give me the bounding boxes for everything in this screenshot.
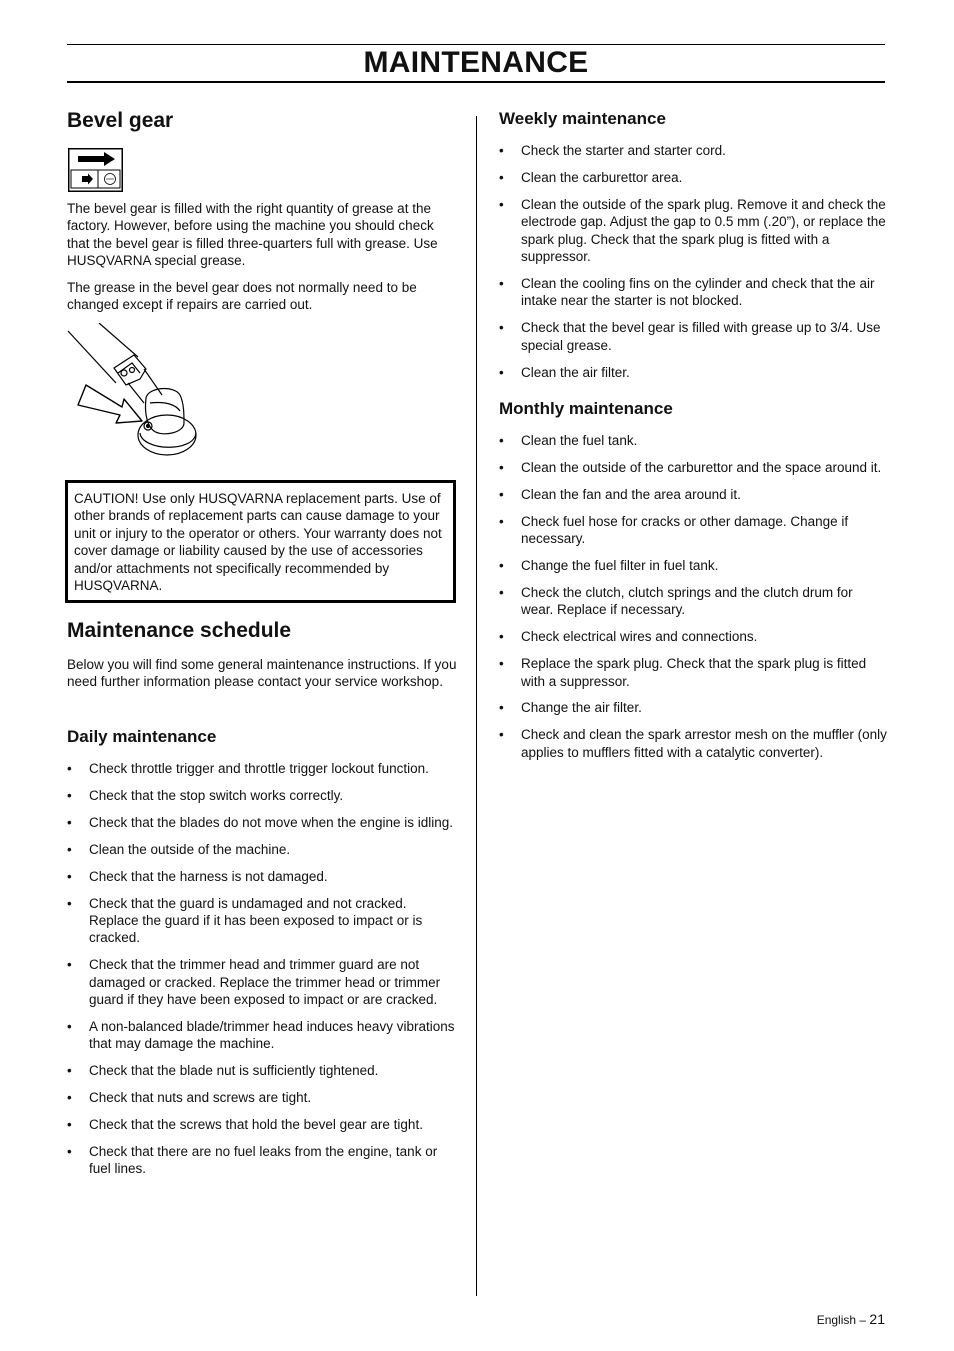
maintenance-schedule-intro: Below you will find some general maintenance instructions. If you need further information please contact your service workshop.: [67, 657, 457, 690]
bullet-marker: •: [67, 868, 72, 884]
list-item-text: A non-balanced blade/trimmer head induces heavy vibrations that may damage the machine.: [89, 1018, 455, 1052]
daily-maintenance-list: [67, 760, 459, 1187]
list-item-text: Clean the carburettor area.: [521, 169, 683, 185]
bullet-marker: •: [499, 656, 504, 672]
list-item-text: Check that the stop switch works correctly.: [89, 787, 344, 803]
bullet-marker: •: [499, 629, 504, 645]
list-item-text: Check that there are no fuel leaks from the engine, tank or fuel lines.: [89, 1144, 438, 1177]
list-item-text: Change the air filter.: [521, 700, 642, 716]
bullet-marker: •: [499, 196, 504, 212]
bullet-marker: •: [499, 486, 504, 502]
weekly-maintenance-heading: Weekly maintenance: [499, 109, 666, 128]
list-item-text: Clean the cooling fins on the cylinder and check that the air intake near the starter is not blocked.: [521, 275, 875, 309]
list-item: [67, 1143, 459, 1178]
bullet-marker: •: [499, 433, 504, 448]
list-item: [499, 584, 887, 619]
monthly-maintenance-heading: Monthly maintenance: [499, 399, 673, 418]
bullet-marker: •: [499, 364, 504, 380]
list-item: [67, 814, 459, 831]
bullet-marker: •: [499, 320, 504, 336]
bevel-gear-grease-illustration: [66, 323, 201, 463]
bevel-gear-paragraph-2: The grease in the bevel gear does not normally need to be changed except if repairs are carried out.: [67, 280, 417, 313]
bullet-marker: •: [499, 459, 504, 475]
bevel-gear-paragraph-1: The bevel gear is filled with the right quantity of grease at the factory. However, before using the machine you should check that the bevel gear is filled three-quarters full with grease. Use HUSQVARNA special grease.: [67, 201, 438, 269]
bullet-marker: •: [67, 761, 72, 776]
list-item-text: Replace the spark plug. Check that the spark plug is fitted with a suppressor.: [521, 656, 867, 689]
footer-language: English: [816, 1313, 857, 1327]
bullet-marker: •: [499, 275, 504, 291]
bullet-marker: •: [67, 814, 72, 830]
header-rule-bottom: [67, 81, 885, 83]
list-item-text: Check that the trimmer head and trimmer guard are not damaged or cracked. Replace the trimmer head or trimmer guard if they have been exposed to impact or are cracked.: [89, 957, 441, 1008]
list-item: [499, 275, 887, 310]
bullet-marker: •: [499, 143, 504, 158]
list-item: [499, 169, 887, 186]
column-divider: [476, 116, 477, 1296]
daily-maintenance-heading: Daily maintenance: [67, 727, 217, 746]
list-item: [499, 655, 887, 690]
list-item: [67, 760, 459, 777]
list-item-text: Change the fuel filter in fuel tank.: [521, 558, 719, 574]
bullet-marker: •: [67, 1018, 72, 1034]
bullet-marker: •: [67, 957, 72, 973]
list-item-text: Check that the blade nut is sufficiently tightened.: [89, 1063, 379, 1079]
list-item-text: Clean the fuel tank.: [521, 433, 638, 448]
list-item-text: Clean the outside of the carburettor and the space around it.: [521, 459, 882, 475]
weekly-maintenance-list: [499, 142, 887, 390]
list-item-text: Clean the fan and the area around it.: [521, 486, 741, 502]
list-item: [67, 787, 459, 804]
list-item: [499, 432, 887, 449]
list-item-text: Check the clutch, clutch springs and the clutch drum for wear. Replace if necessary.: [521, 584, 853, 618]
bullet-marker: •: [67, 1117, 72, 1133]
caution-text: CAUTION! Use only HUSQVARNA replacement parts. Use of other brands of replacement parts can cause damage to your unit or injury to the operator or others. Your warranty does not cover damage or liability caused by the use of accessories and/or attachments not specifically recommended by HUSQVARNA.: [74, 491, 442, 594]
monthly-maintenance-list: [499, 432, 887, 771]
list-item: [499, 726, 887, 761]
list-item-text: Check the starter and starter cord.: [521, 143, 726, 158]
manual-reference-arrow-icon: [68, 148, 123, 192]
list-item: [67, 956, 459, 1008]
list-item: [499, 628, 887, 645]
page-number: 21: [869, 1311, 885, 1327]
list-item-text: Check throttle trigger and throttle trigger lockout function.: [89, 761, 429, 776]
list-item: [499, 319, 887, 354]
bullet-marker: •: [499, 558, 504, 574]
bullet-marker: •: [67, 787, 72, 803]
bullet-marker: •: [67, 1063, 72, 1079]
list-item: [67, 1062, 459, 1079]
bullet-marker: •: [67, 895, 72, 911]
list-item: [67, 895, 459, 947]
bullet-marker: •: [499, 584, 504, 600]
list-item: [67, 841, 459, 858]
list-item: [499, 699, 887, 716]
list-item: [67, 868, 459, 885]
bullet-marker: •: [499, 700, 504, 716]
bevel-gear-heading: Bevel gear: [67, 109, 174, 132]
bullet-marker: •: [499, 727, 504, 743]
caution-box: [65, 480, 456, 603]
list-item: [499, 364, 887, 381]
page-footer: [817, 1311, 885, 1327]
list-item: [499, 486, 887, 503]
list-item-text: Check and clean the spark arrestor mesh on the muffler (only applies to mufflers fitted with a catalytic converter).: [521, 727, 887, 760]
list-item-text: Clean the air filter.: [521, 364, 630, 380]
footer-separator: –: [859, 1313, 867, 1327]
list-item-text: Clean the outside of the machine.: [89, 841, 291, 857]
list-item-text: Check that the screws that hold the bevel gear are tight.: [89, 1117, 423, 1133]
maintenance-schedule-heading: Maintenance schedule: [67, 619, 292, 642]
bullet-marker: •: [499, 513, 504, 529]
list-item-text: Check that the blades do not move when the engine is idling.: [89, 814, 453, 830]
list-item: [67, 1116, 459, 1133]
bullet-marker: •: [67, 1144, 72, 1159]
list-item-text: Check that the bevel gear is filled with grease up to 3/4. Use special grease.: [521, 320, 881, 353]
bullet-marker: •: [499, 169, 504, 185]
list-item: [499, 557, 887, 574]
list-item: [499, 513, 887, 548]
list-item: [499, 142, 887, 159]
bullet-marker: •: [67, 1090, 72, 1106]
list-item: [499, 459, 887, 476]
bullet-marker: •: [67, 841, 72, 857]
list-item-text: Clean the outside of the spark plug. Remove it and check the electrode gap. Adjust the gap to 0.5 mm (.20”), or replace the spark plug. Check that the spark plug is fitted with a suppressor.: [521, 196, 886, 265]
page-title: MAINTENANCE: [363, 46, 589, 79]
list-item-text: Check electrical wires and connections.: [521, 629, 758, 645]
list-item: [499, 196, 887, 266]
list-item-text: Check that nuts and screws are tight.: [89, 1090, 312, 1106]
list-item-text: Check that the guard is undamaged and not cracked. Replace the guard if it has been exposed to impact or is cracked.: [89, 895, 423, 946]
list-item: [67, 1018, 459, 1053]
list-item-text: Check that the harness is not damaged.: [89, 868, 328, 884]
list-item: [67, 1089, 459, 1106]
list-item-text: Check fuel hose for cracks or other damage. Change if necessary.: [521, 513, 849, 547]
